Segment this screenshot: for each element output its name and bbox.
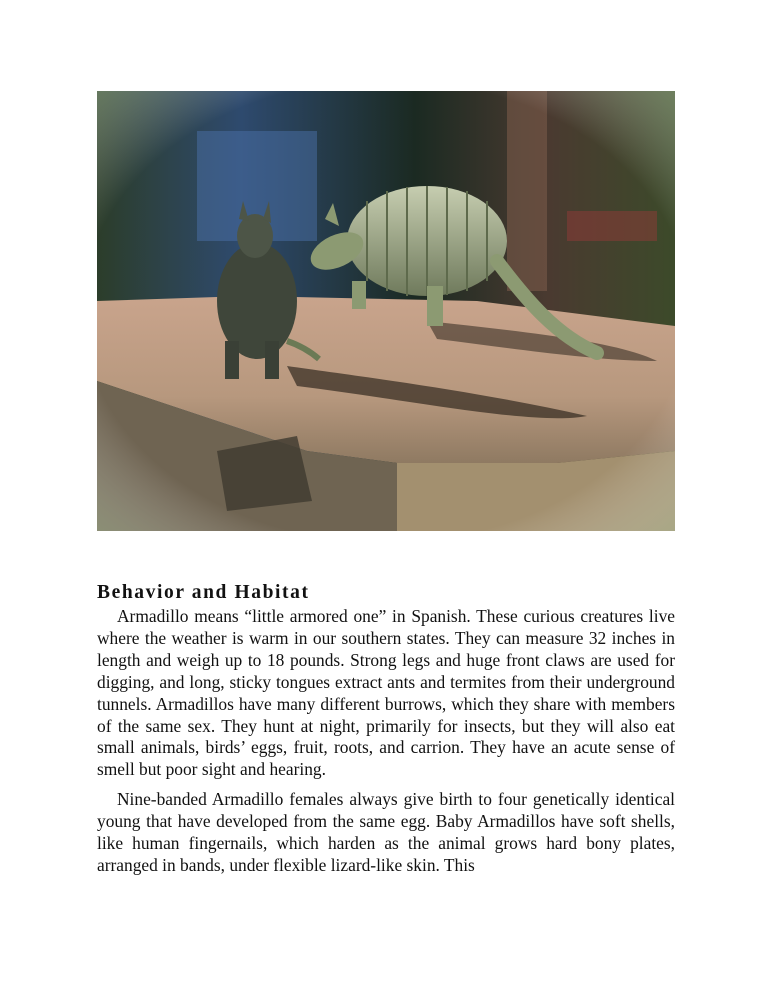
armadillo-photo — [97, 91, 675, 531]
paragraph: Nine-banded Armadillo females always give birth to four genetically identical young that have developed from the same egg. Baby Armadillos have soft shells, like human fingernails, which harden as the animal grows hard bony plates, arranged in bands, under flexible lizard-like skin. This — [97, 789, 675, 875]
paragraph: Armadillo means “little armored one” in Spanish. These curious creatures live where the weather is warm in our southern states. They can measure 32 inches in length and weigh up to 18 pounds. Strong legs and huge front claws are used for digging, and long, sticky tongues extract ants and termites from their underground tunnels. Armadillos have many different burrows, which they share with members of the same sex. They hunt at night, primarily for insects, but they will also eat small animals, birds’ eggs, fruit, roots, and carrion. They have an acute sense of smell but poor sight and hearing. — [97, 606, 675, 780]
section-heading: Behavior and Habitat — [97, 582, 310, 603]
body-text — [97, 606, 675, 885]
